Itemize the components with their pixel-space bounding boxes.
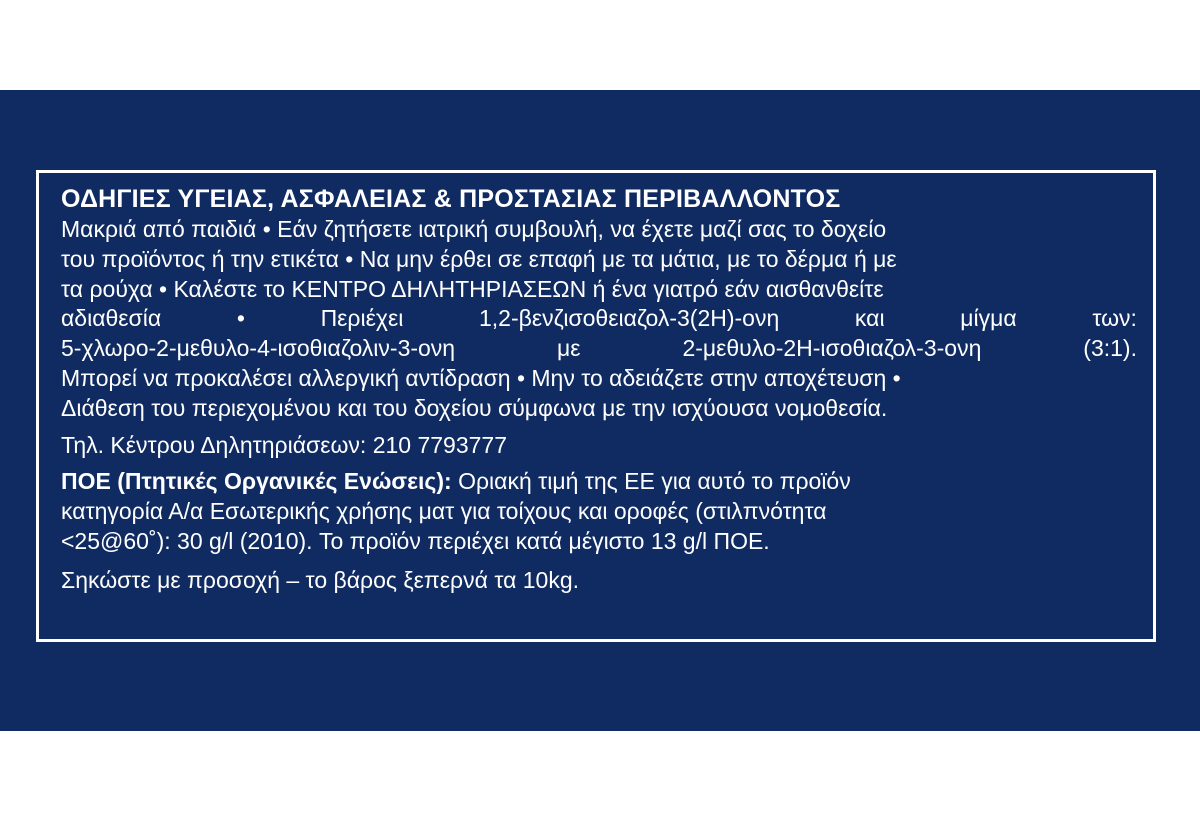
safety-line: Διάθεση του περιεχομένου και του δοχείου σύμφωνα με την ισχύουσα νομοθεσία. (61, 394, 888, 421)
safety-line: τα ρούχα • Καλέστε το ΚΕΝΤΡΟ ΔΗΛΗΤΗΡΙΑΣΕΩΝ ή ένα γιατρό εάν αισθανθείτε (61, 275, 884, 302)
section-heading: ΟΔΗΓΙΕΣ ΥΓΕΙΑΣ, ΑΣΦΑΛΕΙΑΣ & ΠΡΟΣΤΑΣΙΑΣ ΠΕΡΙΒΑΛΛΟΝΤΟΣ (61, 185, 841, 213)
word: των: (1092, 305, 1137, 332)
word: • (236, 305, 245, 332)
word: αδιαθεσία (61, 305, 162, 332)
safety-line: Μακριά από παιδιά • Εάν ζητήσετε ιατρική συμβουλή, να έχετε μαζί σας το δοχείο (61, 216, 887, 242)
poison-center-phone: Τηλ. Κέντρου Δηλητηριάσεων: 210 7793777 (61, 431, 507, 458)
word: με (557, 335, 581, 362)
safety-instructions (61, 215, 1137, 424)
word: μίγμα (960, 305, 1017, 332)
voc-line: κατηγορία Α/α Εσωτερικής χρήσης ματ για τοίχους και οροφές (στιλπνότητα (61, 498, 827, 525)
safety-line-justified (61, 304, 1137, 334)
lift-warning: Σηκώστε με προσοχή – το βάρος ξεπερνά τα 10kg. (61, 566, 580, 593)
voc-line: <25@60˚): 30 g/l (2010). Το προϊόν περιέχει κατά μέγιστο 13 g/l ΠΟΕ. (61, 527, 770, 554)
word: και (854, 305, 885, 332)
word: 1,2-βενζισοθειαζολ-3(2Η)-ονη (478, 305, 780, 332)
word: 2-μεθυλο-2Η-ισοθιαζολ-3-ονη (682, 335, 982, 362)
label-text (61, 183, 1137, 596)
voc-text: Οριακή τιμή της ΕΕ για αυτό το προϊόν (451, 468, 851, 495)
word: (3:1). (1083, 335, 1137, 362)
safety-line-justified (61, 334, 1137, 364)
voc-title: ΠΟΕ (Πτητικές Οργανικές Ενώσεις): (61, 468, 452, 495)
word: 5-χλωρο-2-μεθυλο-4-ισοθιαζολιν-3-ονη (61, 335, 456, 362)
safety-line: Μπορεί να προκαλέσει αλλεργική αντίδραση • Μην το αδειάζετε στην αποχέτευση • (61, 364, 901, 391)
label-frame (36, 170, 1156, 642)
word: Περιέχει (320, 305, 404, 332)
label-panel (0, 90, 1200, 731)
safety-line: του προϊόντος ή την ετικέτα • Να μην έρθει σε επαφή με τα μάτια, με το δέρμα ή με (61, 245, 897, 272)
voc-line (61, 467, 1137, 497)
voc-section (61, 467, 1137, 556)
